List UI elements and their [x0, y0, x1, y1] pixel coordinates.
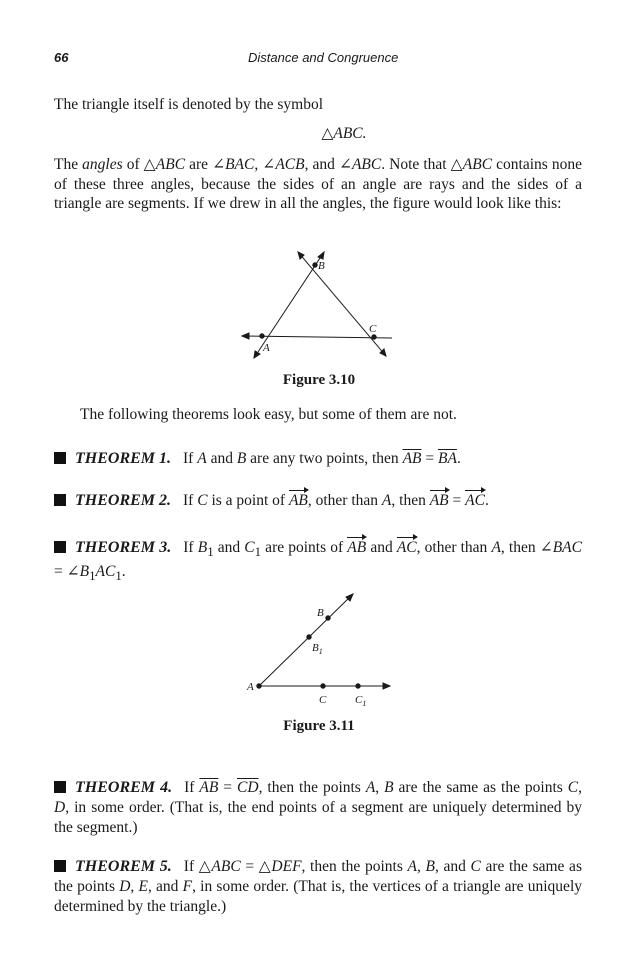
point-b [326, 616, 330, 620]
point-b [313, 263, 317, 267]
label-a: A [263, 342, 270, 354]
page-number: 66 [54, 50, 69, 65]
theorem-2: THEOREM 2. If C is a point of AB, other than A, then AB = AC. [54, 491, 582, 511]
paragraph-following: The following theorems look easy, but some of them are not. [80, 406, 457, 423]
label-b: B [318, 260, 325, 272]
point-c [321, 684, 325, 688]
bullet-square-icon [54, 781, 66, 793]
label-a: A [247, 681, 254, 693]
bullet-square-icon [54, 452, 66, 464]
figure-3-10-caption: Figure 3.10 [282, 372, 356, 388]
point-a [257, 684, 261, 688]
display-symbol: △ABC. [321, 125, 367, 142]
point-c1 [356, 684, 360, 688]
label-c1: $C_1$ [355, 694, 367, 708]
arrow-left-icon [242, 333, 249, 339]
paragraph-intro: The triangle itself is denoted by the symbol [54, 96, 324, 113]
label-c: C [369, 323, 377, 335]
label-b: B [317, 607, 324, 619]
paragraph-angles: The angles of △ABC are ∠BAC, ∠ACB, and ∠ABC. Note that △ABC contains none of these three angles, because the sides of an angle are rays and the sides of a triangle are segments. If we drew in all the angles, the figure would look like this: [54, 156, 582, 212]
point-b1 [307, 635, 311, 639]
arrow-up-icon [318, 252, 324, 259]
running-title: Distance and Congruence [248, 50, 399, 65]
figure-3-10-triangle [224, 238, 404, 368]
ray-ba-line [298, 252, 386, 356]
bullet-square-icon [54, 860, 66, 872]
arrow-right-icon [383, 683, 390, 689]
theorem-5: THEOREM 5. If △ABC = △DEF, then the points A, B, and C are the same as the points D, E, and F, in some order. (That is, the vertices of a triangle are uniquely determined by the triangle.) [54, 858, 582, 915]
bullet-square-icon [54, 541, 66, 553]
theorem-3: THEOREM 3. If $B_1$ and $C_1$ are points of AB and AC, other than A, then ∠BAC = $\angle B_1AC_1$. [54, 539, 582, 584]
figure-3-11-caption: Figure 3.11 [283, 718, 355, 734]
figure-3-11-angle [240, 588, 400, 708]
point-a [260, 334, 264, 338]
arrow-down-left-icon [254, 351, 260, 358]
point-c [372, 335, 376, 339]
theorem-4: THEOREM 4. If $\overline{AB} = \overline{CD}$, then the points A, B are the same as the points C, D, in some order. (That is, the end points of a segment are uniquely determined by the segment.) [54, 779, 582, 836]
label-b1: $B_1$ [312, 642, 323, 656]
bullet-square-icon [54, 494, 66, 506]
ray-ab-line [259, 594, 353, 686]
label-c: C [319, 694, 327, 706]
theorem-1: THEOREM 1. If A and B are any two points, then $\overline{AB} = \overline{BA}$. [54, 449, 582, 469]
